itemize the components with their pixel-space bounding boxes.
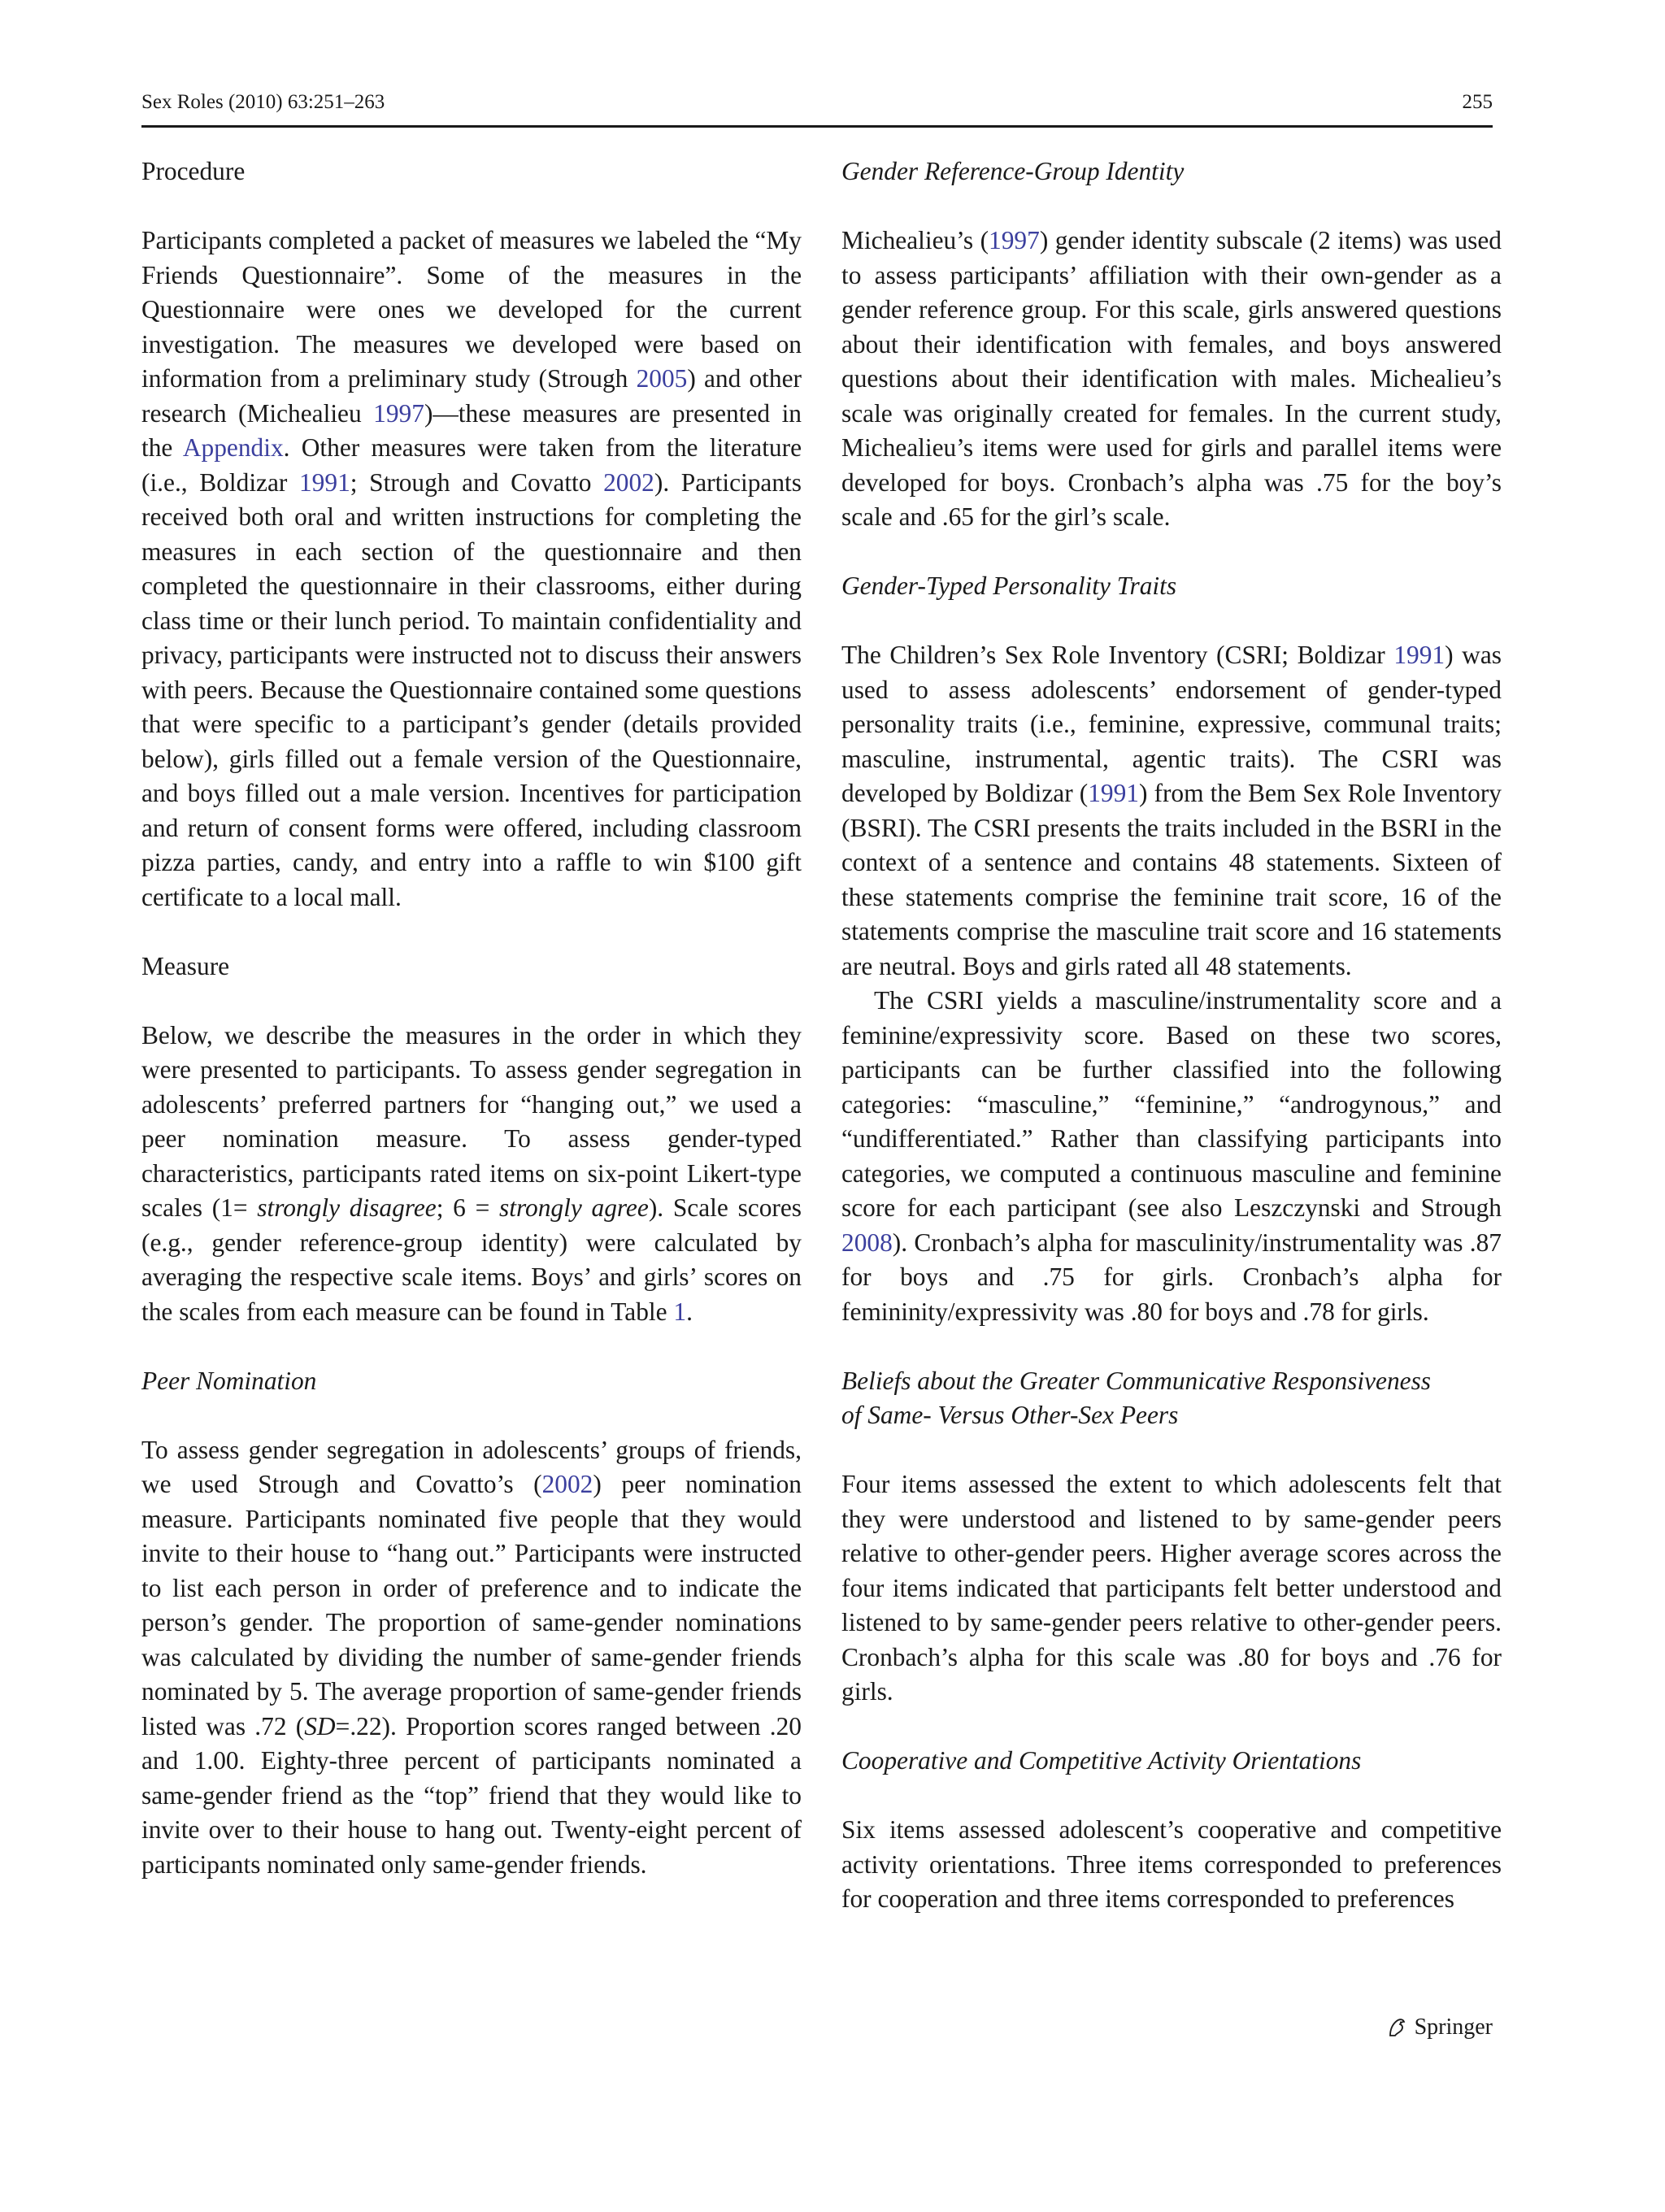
citation-link[interactable]: 2002	[541, 1470, 593, 1498]
springer-horse-icon	[1385, 2016, 1408, 2039]
running-header	[141, 88, 1493, 128]
right-column	[841, 154, 1502, 1917]
section-heading-procedure: Procedure	[141, 157, 246, 185]
paragraph-beliefs: Four items assessed the extent to which adolescents felt that they were understood and listened to by same-gender peers relative to other-gender peers. Higher average scores across the four items indicated that participants felt better understood and listened to by same-gender peers relative to other-gender peers. Cronbach’s alpha for this scale was .80 for boys and .76 for girls.	[841, 1470, 1502, 1706]
table-link[interactable]: 1	[673, 1297, 687, 1326]
citation-link[interactable]: 1991	[1088, 779, 1139, 807]
journal-citation: Sex Roles (2010) 63:251–263	[141, 91, 385, 113]
paragraph-gender-reference: Michealieu’s (1997) gender identity subscale (2 items) was used to assess participants’ affiliation with their own-gender as a gender reference group. For this scale, girls answered questions about their identification with females, and boys answered questions about their identification with males. Michealieu’s scale was originally created for females. In the current study, Michealieu’s items were used for girls and parallel items were developed for boys. Cronbach’s alpha was .75 for the boy’s scale and .65 for the girl’s scale.	[841, 226, 1502, 531]
subsection-heading-peer-nomination: Peer Nomination	[141, 1366, 317, 1395]
paragraph-measure: Below, we describe the measures in the order in which they were presented to participants. To assess gender segregation in adolescents’ preferred partners for “hanging out,” we used a peer nomination measure. To assess gender-typed characteristics, participants rated items on six-point Likert-type scales (1= strongly disagree; 6 = strongly agree). Scale scores (e.g., gender reference-group identity) were calculated by averaging the respective scale items. Boys’ and girls’ scores on the scales from each measure can be found in Table 1.	[141, 1020, 802, 1326]
subsection-heading-beliefs: Beliefs about the Greater Communicative Responsiveness of Same- Versus Other-Sex Peers	[841, 1366, 1432, 1429]
citation-link[interactable]: 2008	[841, 1228, 893, 1257]
citation-link[interactable]: 1991	[298, 467, 350, 497]
paragraph-peer-nomination: To assess gender segregation in adolescents’ groups of friends, we used Strough and Covatto’s (2002) peer nomination measure. Participants nominated five people that they would invite to their house to “hang out.” Participants were instructed to list each person in order of preference and to indicate the person’s gender. The proportion of same-gender nominations was calculated by dividing the number of same-gender friends nominated by 5. The average proportion of same-gender friends listed was .72 (SD=.22). Proportion scores ranged between .20 and 1.00. Eighty-three percent of participants nominated a same-gender friend as the “top” friend that they would like to invite over to their house to hang out. Twenty-eight percent of participants nominated only same-gender friends.	[141, 1435, 802, 1879]
citation-link[interactable]: 2005	[636, 364, 688, 393]
subsection-heading-cooperative: Cooperative and Competitive Activity Orientations	[841, 1746, 1362, 1775]
paragraph-procedure: Participants completed a packet of measures we labeled the “My Friends Questionnaire”. Some of the measures in the Questionnaire were ones we developed for the current investigation. The measures we developed were based on information from a preliminary study (Strough 2005) and other research (Michealieu 1997)—these measures are presented in the Appendix. Other measures were taken from the literature (i.e., Boldizar 1991; Strough and Covatto 2002). Participants received both oral and written instructions for completing the measures in each section of the questionnaire and then completed the questionnaire in their classrooms, either during class time or their lunch period. To maintain confidentiality and privacy, participants were instructed not to discuss their answers with peers. Because the Questionnaire contained some questions that were specific to a participant’s gender (details provided below), girls filled out a female version of the Questionnaire, and boys filled out a male version. Incentives for participation and return of consent forms were offered, including classroom pizza parties, candy, and entry into a raffle to win $100 gift certificate to a local mall.	[141, 226, 802, 911]
publisher-footer	[1385, 2014, 1493, 2040]
page-number: 255	[1462, 91, 1493, 113]
subsection-heading-gender-reference: Gender Reference-Group Identity	[841, 157, 1185, 185]
left-column	[141, 154, 802, 1882]
paragraph-cooperative: Six items assessed adolescent’s cooperative and competitive activity orientations. Three items corresponded to preferences for cooperation and three items corresponded to preferences	[841, 1815, 1502, 1913]
publisher-name: Springer	[1414, 2014, 1493, 2040]
citation-link[interactable]: 1991	[1393, 641, 1445, 669]
section-heading-measure: Measure	[141, 951, 230, 980]
citation-link[interactable]: 1997	[373, 398, 424, 428]
appendix-link[interactable]: Appendix	[182, 433, 284, 462]
citation-link[interactable]: 2002	[603, 467, 654, 497]
paragraph-personality-traits: The Children’s Sex Role Inventory (CSRI; Boldizar 1991) was used to assess adolescents’ endorsement of gender-typed personality traits (i.e., feminine, expressive, communal traits; masculine, instrumental, agentic traits). The CSRI was developed by Boldizar (1991) from the Bem Sex Role Inventory (BSRI). The CSRI presents the traits included in the BSRI in the context of a sentence and contains 48 statements. Sixteen of these statements comprise the feminine trait score, 16 of the statements comprise the masculine trait score and 16 statements are neutral. Boys and girls rated all 48 statements.	[841, 641, 1502, 980]
paragraph-csri-scores: The CSRI yields a masculine/instrumentality score and a feminine/expressivity score. Based on these two scores, participants can be further classified into the following categories: “masculine,” “feminine,” “androgynous,” and “undifferentiated.” Rather than classifying participants into categories, we computed a continuous masculine and feminine score for each participant (see also Leszczynski and Strough 2008). Cronbach’s alpha for masculinity/instrumentality was .87 for boys and .75 for girls. Cronbach’s alpha for femininity/expressivity was .80 for boys and .78 for girls.	[841, 986, 1502, 1326]
subsection-heading-personality-traits: Gender-Typed Personality Traits	[841, 571, 1177, 600]
citation-link[interactable]: 1997	[989, 226, 1040, 254]
